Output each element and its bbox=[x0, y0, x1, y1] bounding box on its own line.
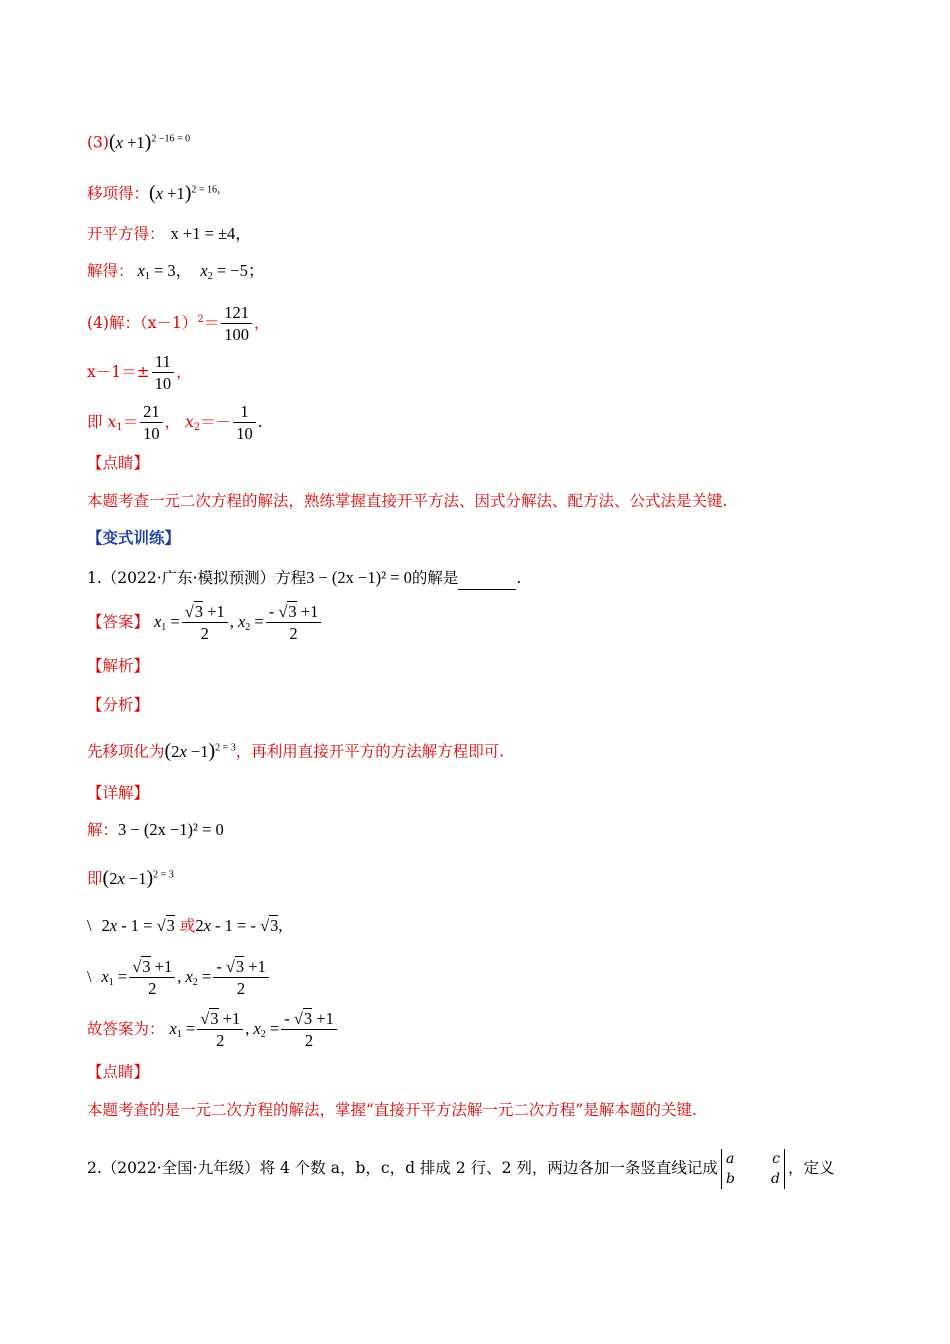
answer-blank bbox=[458, 571, 516, 590]
detail-line-3: \ 2x - 1 = √3 或2x - 1 = - √3, bbox=[87, 916, 283, 935]
detail-line-1: 解：3 − (2x −1)² = 0 bbox=[87, 820, 224, 839]
determinant-notation: a c b d bbox=[721, 1149, 785, 1189]
answer-line: 【答案】 $x_1$ = $\frac{√3 +1}{2}$ , $x_2$ = $\frac{- √3 +1}{2}$ bbox=[87, 600, 323, 644]
dianjing-text-2: 本题考查的是一元二次方程的解法，掌握“直接开平方法解一元二次方程”是解本题的关键. bbox=[87, 1101, 697, 1119]
move-term-line: 移项得：$(x +1)^{2 = 16,}$ bbox=[87, 181, 228, 204]
part4-step2: x－1＝± $\frac{11}{10}$ ， bbox=[87, 351, 192, 393]
part4-step3: 即 $x_1=$ $\frac{21}{10}$ ， $x_2=-$ $\frac{1}{10}$ . bbox=[87, 401, 263, 443]
question-1: 1.（2022·广东·模拟预测）方程3 − (2x −1)² = 0的解是 . bbox=[87, 566, 521, 590]
part4-equation: (4)解：$(x-1)^2=$ $\frac{121}{100}$ ， bbox=[87, 302, 270, 345]
xiangjie-heading: 【详解】 bbox=[87, 784, 150, 802]
part3-equation: $(3)(x +1)^{2 -16 = 0}$ bbox=[87, 130, 191, 153]
square-root-line: 开平方得： x +1 = ±4， bbox=[87, 224, 252, 243]
detail-line-4: \ $x_1$ = $\frac{√3 +1}{2}$ , $x_2$ = $\frac{- √3 +1}{2}$ bbox=[87, 955, 271, 999]
final-answer-line: 故答案为： $x_1$ = $\frac{√3 +1}{2}$ , $x_2$ = $\frac{- √3 +1}{2}$ bbox=[87, 1007, 339, 1051]
jiexi-heading: 【解析】 bbox=[87, 657, 150, 675]
solution-line-3: 解得： $x_1 = 3$， $x_2 = -5$； bbox=[87, 261, 265, 282]
fenxi-heading: 【分析】 bbox=[87, 696, 150, 714]
question-2: 2.（2022·全国·九年级）将 4 个数 a，b，c，d 排成 2 行、2 列，两边各加一条竖直线记成 a c b d ，定义 bbox=[87, 1151, 835, 1187]
variant-training-heading: 【变式训练】 bbox=[87, 528, 181, 547]
analysis-text: 先移项化为$(2x -1)^{2 = 3}$，再利用直接开平方的方法解方程即可. bbox=[87, 739, 505, 762]
dianjing-heading-2: 【点睛】 bbox=[87, 1063, 150, 1081]
dianjing-heading-1: 【点睛】 bbox=[87, 454, 150, 472]
detail-line-2: 即$(2x -1)^{2 = 3}$ bbox=[87, 866, 174, 889]
dianjing-text-1: 本题考查一元二次方程的解法，熟练掌握直接开平方法、因式分解法、配方法、公式法是关键. bbox=[87, 492, 728, 510]
